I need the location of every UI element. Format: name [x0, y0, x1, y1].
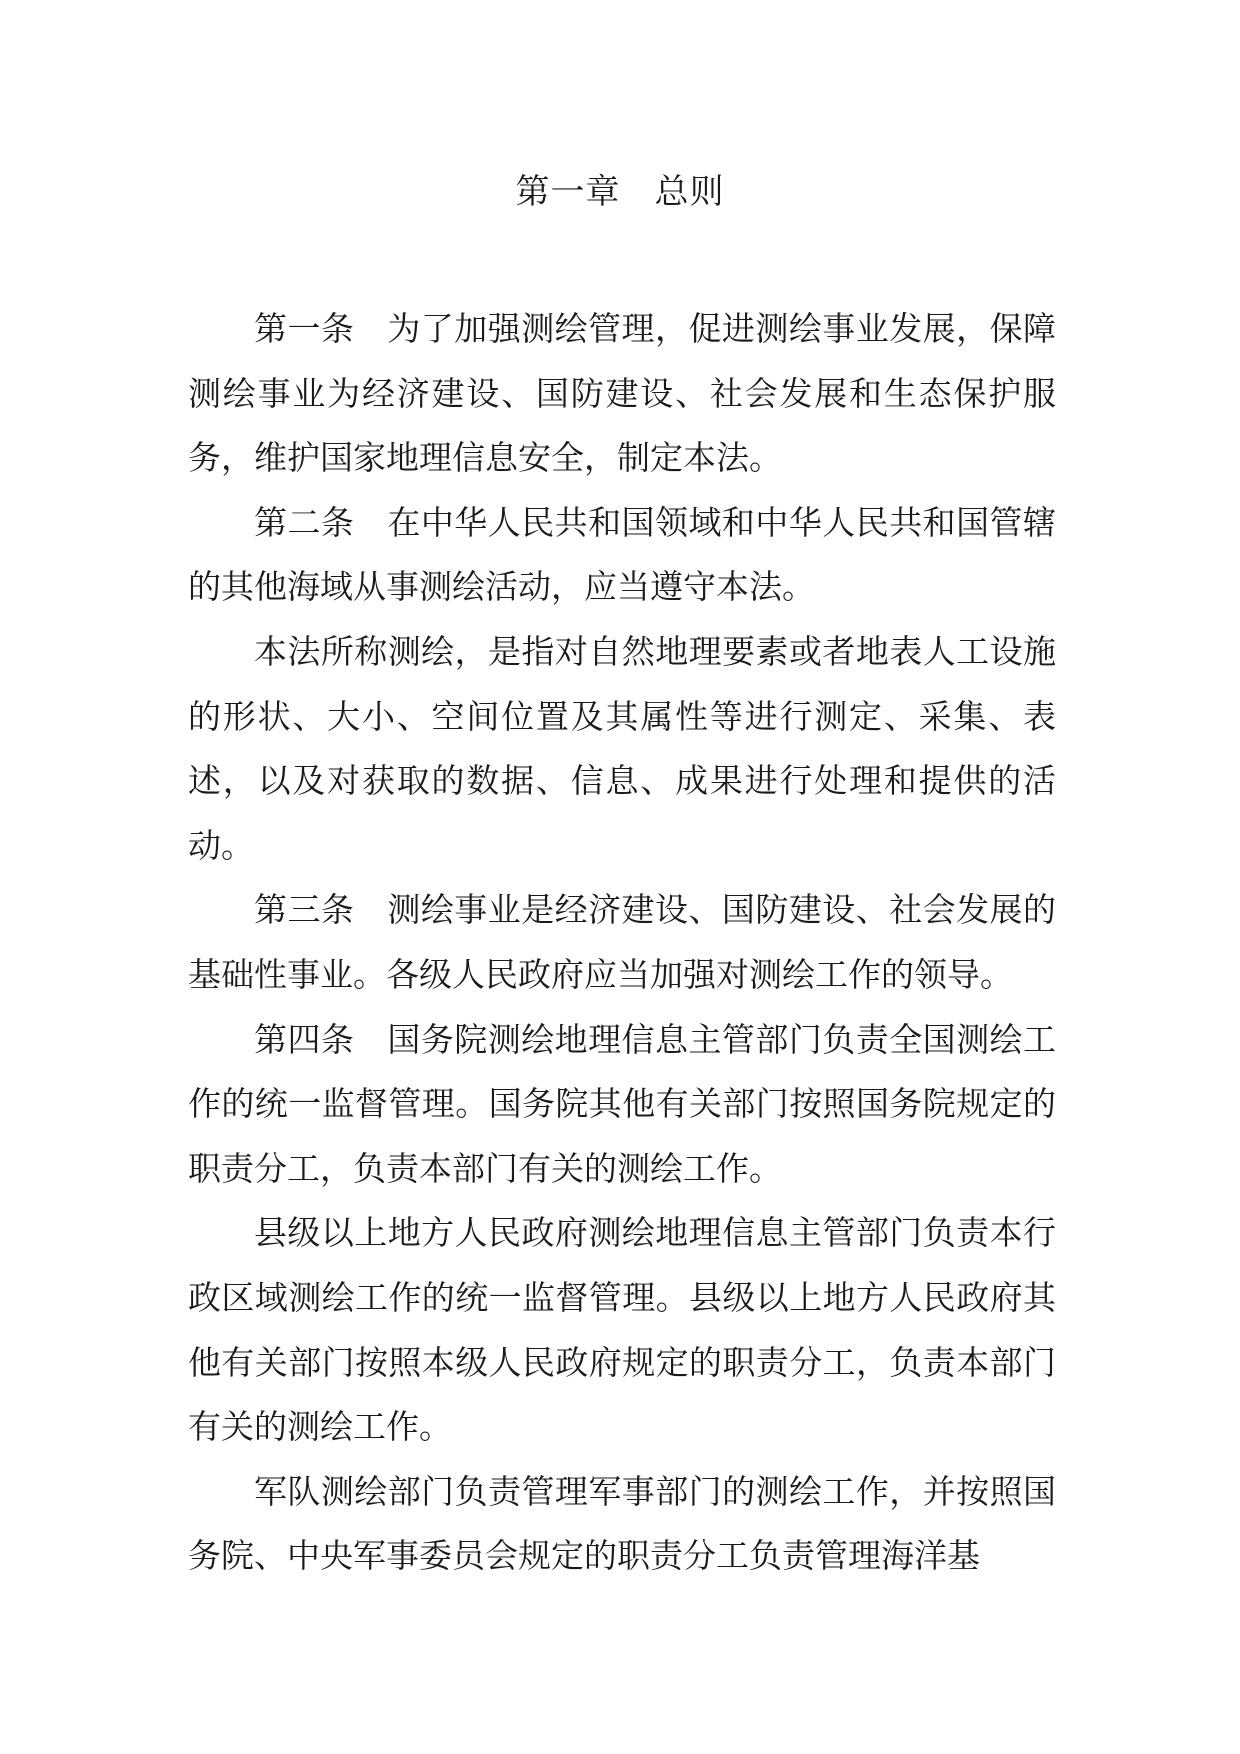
paragraph-text: 在中华人民共和国领域和中华人民共和国管辖的其他海域从事测绘活动，应当遵守本法。: [188, 502, 1057, 607]
article-number: 第二条: [254, 502, 355, 542]
paragraph-article-4: [188, 1008, 1056, 1202]
article-number: 第一条: [254, 309, 355, 348]
document-body: [188, 297, 1056, 1589]
paragraph-text: 本法所称测绘，是指对自然地理要素或者地表人工设施的形状、大小、空间位置及其属性等进行测定、采集、表述，以及对获取的数据、信息、成果进行处理和提供的活动。: [188, 631, 1056, 865]
paragraph-text: 县级以上地方人民政府测绘地理信息主管部门负责本行政区域测绘工作的统一监督管理。县级以上地方人民政府其他有关部门按照本级人民政府规定的职责分工，负责本部门有关的测绘工作。: [188, 1213, 1056, 1447]
paragraph-military: [188, 1460, 1056, 1589]
chapter-title: [0, 168, 1240, 216]
paragraph-article-1: [188, 297, 1056, 491]
chapter-name: 总则: [654, 172, 725, 212]
paragraph-article-2: [188, 491, 1056, 620]
chapter-number: 第一章: [515, 172, 621, 212]
paragraph-local-government: [188, 1201, 1056, 1459]
paragraph-text: 为了加强测绘管理，促进测绘事业发展，保障测绘事业为经济建设、国防建设、社会发展和生态保护服务，维护国家地理信息安全，制定本法。: [188, 309, 1057, 478]
paragraph-article-3: [188, 878, 1056, 1007]
paragraph-text: 军队测绘部门负责管理军事部门的测绘工作，并按照国务院、中央军事委员会规定的职责分工负责管理海洋基: [188, 1471, 1056, 1576]
article-number: 第三条: [254, 890, 355, 930]
paragraph-text: 测绘事业是经济建设、国防建设、社会发展的基础性事业。各级人民政府应当加强对测绘工作的领导。: [188, 890, 1057, 994]
paragraph-definition: [188, 620, 1056, 878]
paragraph-text: 国务院测绘地理信息主管部门负责全国测绘工作的统一监督管理。国务院其他有关部门按照国务院规定的职责分工，负责本部门有关的测绘工作。: [188, 1019, 1057, 1188]
article-number: 第四条: [254, 1019, 355, 1059]
